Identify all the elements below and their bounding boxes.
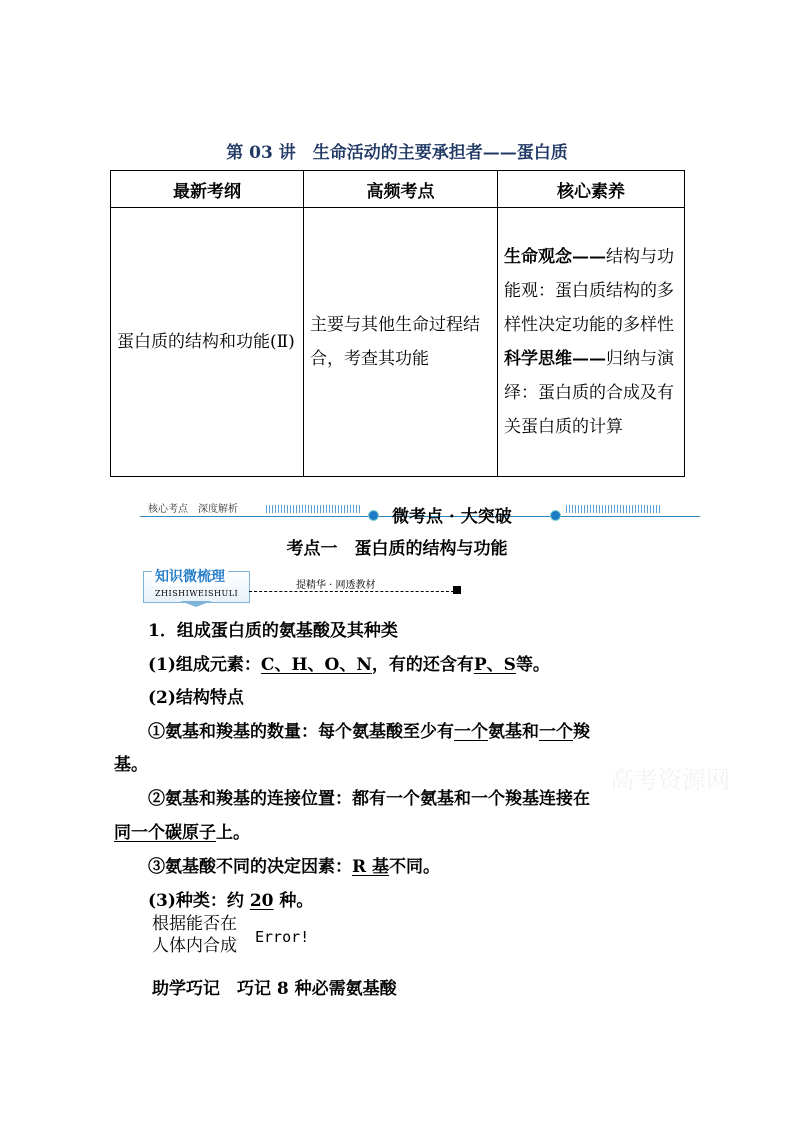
paragraph: (2)结构特点	[148, 688, 244, 708]
literacy-b-body: 归纳与演绎：蛋白质的合成及有关蛋白质的计算	[504, 349, 674, 437]
table-row	[111, 208, 685, 477]
banner-dot-icon	[550, 510, 561, 521]
header-cell: 高频考点	[304, 171, 498, 208]
banner-dots-left	[266, 505, 362, 513]
banner-left-text: 核心考点 深度解析	[148, 504, 238, 515]
paragraph: ①氨基和羧基的数量：每个氨基酸至少有一个氨基和一个羧	[148, 722, 590, 742]
knowledge-box-pinyin: ZHISHIWEISHULI	[155, 589, 239, 598]
paragraph: 人体内合成	[152, 936, 237, 956]
paragraph: (3)种类：约 20 种。	[148, 891, 314, 911]
arrow-down-icon	[180, 601, 212, 607]
header-cell: 核心素养	[498, 171, 685, 208]
paragraph: 基。	[114, 755, 148, 775]
cell-literacy	[498, 208, 685, 477]
square-marker-icon	[453, 586, 461, 594]
banner-dots-right	[566, 505, 662, 513]
cell-syllabus: 蛋白质的结构和功能(Ⅱ)	[111, 208, 304, 477]
error-text: Error!	[255, 928, 310, 946]
lesson-title: 第 03 讲 生命活动的主要承担者——蛋白质	[226, 143, 568, 163]
literacy-b-head: 科学思维——	[504, 349, 606, 369]
dashed-divider	[249, 591, 454, 592]
paragraph: ②氨基和羧基的连接位置：都有一个氨基和一个羧基连接在	[148, 789, 590, 809]
paragraph: ③氨基酸不同的决定因素：R 基不同。	[148, 857, 441, 877]
watermark: 高考资源网	[610, 766, 730, 794]
paragraph: 同一个碳原子上。	[114, 823, 250, 843]
table-header-row	[111, 171, 685, 208]
banner-dot-icon	[368, 510, 379, 521]
paragraph: (1)组成元素：C、H、O、N，有的还含有P、S等。	[148, 655, 550, 675]
section-title: 考点一 蛋白质的结构与功能	[286, 539, 508, 559]
cell-key-point: 主要与其他生命过程结合，考查其功能	[304, 208, 498, 477]
paragraph: 根据能否在	[152, 914, 237, 934]
banner-title: 微考点 · 大突破	[392, 507, 512, 527]
heading-1: 1．组成蛋白质的氨基酸及其种类	[148, 621, 398, 641]
knowledge-box-title: 知识微梳理	[152, 566, 228, 586]
knowledge-box-subtitle: 提精华 · 网透教材	[296, 580, 376, 591]
header-cell: 最新考纲	[111, 171, 304, 208]
literacy-a-body: 结构与功能观：蛋白质结构的多样性决定功能的多样性	[504, 247, 674, 335]
syllabus-table	[110, 170, 685, 477]
literacy-a-head: 生命观念——	[504, 247, 606, 267]
tip-heading: 助学巧记 巧记 8 种必需氨基酸	[152, 979, 397, 999]
